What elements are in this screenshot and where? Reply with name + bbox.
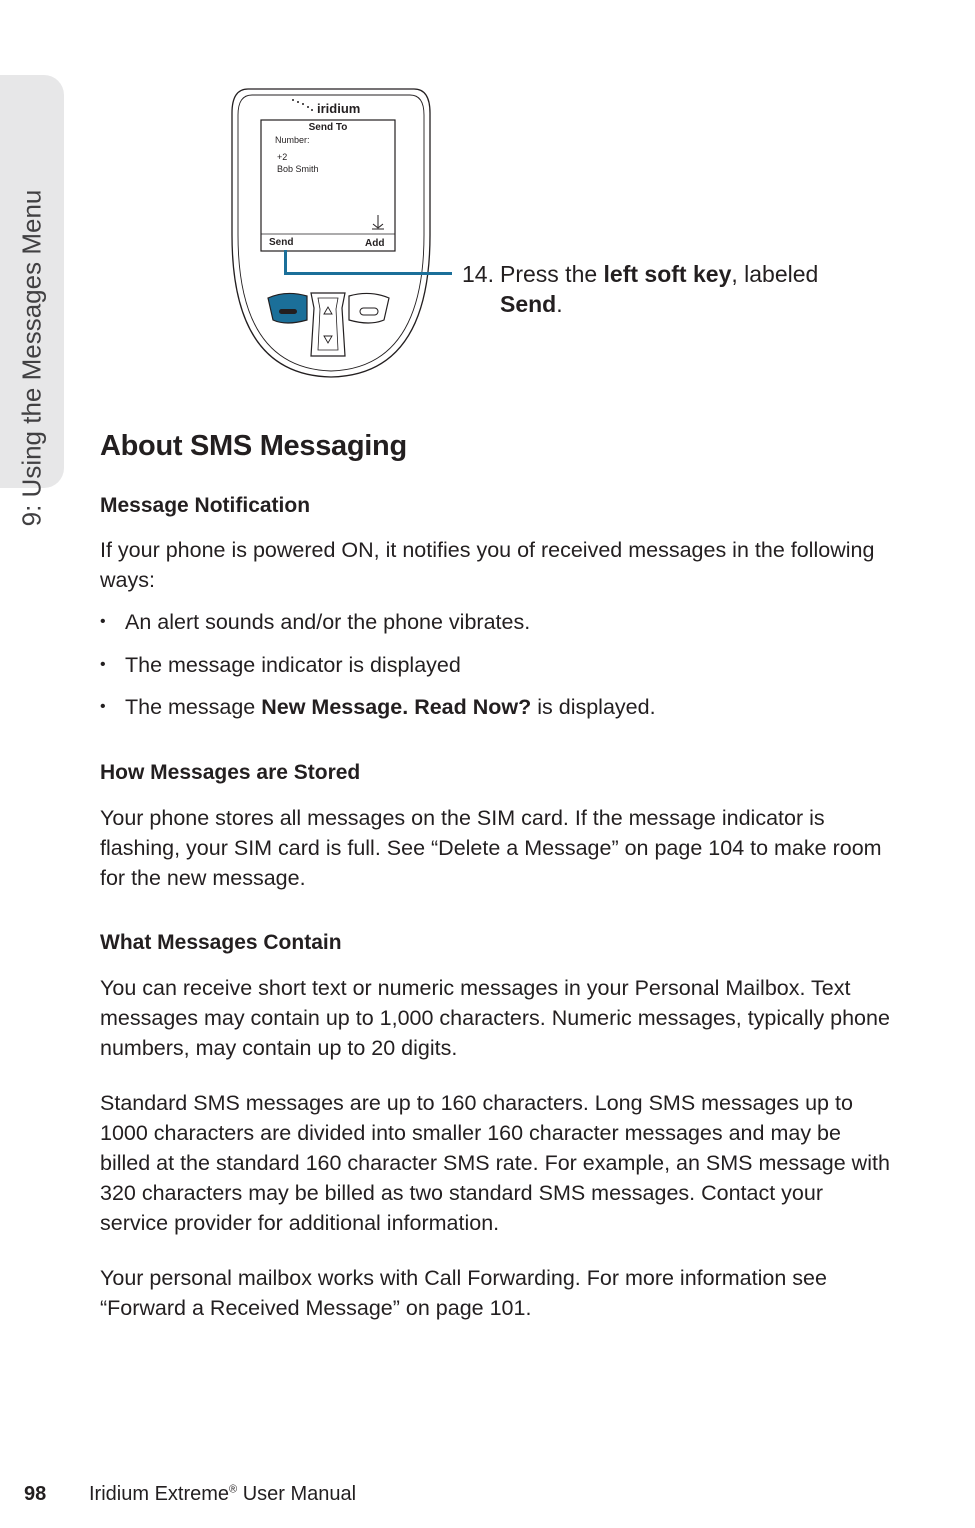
section-title: About SMS Messaging	[100, 430, 407, 462]
screen-contact-name: Bob Smith	[277, 164, 319, 174]
step-14	[462, 259, 882, 319]
notification-intro: If your phone is powered ON, it notifies you of received messages in the following ways:	[100, 538, 875, 592]
step-text: Press the left soft key, labeled Send.	[500, 261, 819, 317]
page-number: 98	[24, 1483, 47, 1505]
navigation-key	[311, 293, 345, 356]
step-number: 14.	[462, 261, 494, 287]
list-item: • An alert sounds and/or the phone vibrates.	[100, 607, 890, 637]
screen-left-softkey-label: Send	[269, 237, 294, 248]
callout-line	[284, 272, 452, 275]
screen-right-softkey-label: Add	[365, 238, 385, 249]
list-item: • The message New Message. Read Now? is displayed.	[100, 692, 890, 722]
heading-message-notification: Message Notification	[100, 494, 311, 517]
contain-para-2: Standard SMS messages are up to 160 characters. Long SMS messages up to 1000 characters are divided into smaller 160 character messages and may be billed at the standard 160 character SMS rate. For example, an SMS message with 320 characters may be billed as two standard SMS messages. Contact your service provider for additional information.	[100, 1091, 890, 1235]
screen-field-label: Number:	[275, 135, 310, 145]
chapter-tab	[0, 75, 64, 527]
phone-brand: iridium	[317, 101, 361, 116]
left-soft-key-button	[268, 293, 307, 323]
footer-title: Iridium Extreme® User Manual	[89, 1483, 357, 1505]
screen-title: Send To	[308, 122, 348, 133]
stored-body: Your phone stores all messages on the SIM card. If the message indicator is flashing, your SIM card is full. See “Delete a Message” on page 104 to make room for the new message.	[100, 806, 882, 890]
phone-illustration	[228, 85, 434, 380]
callout-line	[284, 250, 287, 274]
contain-para-1: You can receive short text or numeric messages in your Personal Mailbox. Text messages may contain up to 1,000 characters. Numeric messages, typically phone numbers, may contain up to 20 digits.	[100, 976, 890, 1060]
heading-what-messages-contain: What Messages Contain	[100, 931, 342, 954]
contain-para-3: Your personal mailbox works with Call Forwarding. For more information see “Forward a Received Message” on page 101.	[100, 1266, 827, 1320]
list-item: • The message indicator is displayed	[100, 650, 890, 680]
notification-list	[100, 607, 890, 735]
heading-how-messages-stored: How Messages are Stored	[100, 761, 361, 784]
screen-number: +2	[277, 152, 288, 162]
chapter-tab-label: 9: Using the Messages Menu	[16, 189, 47, 527]
